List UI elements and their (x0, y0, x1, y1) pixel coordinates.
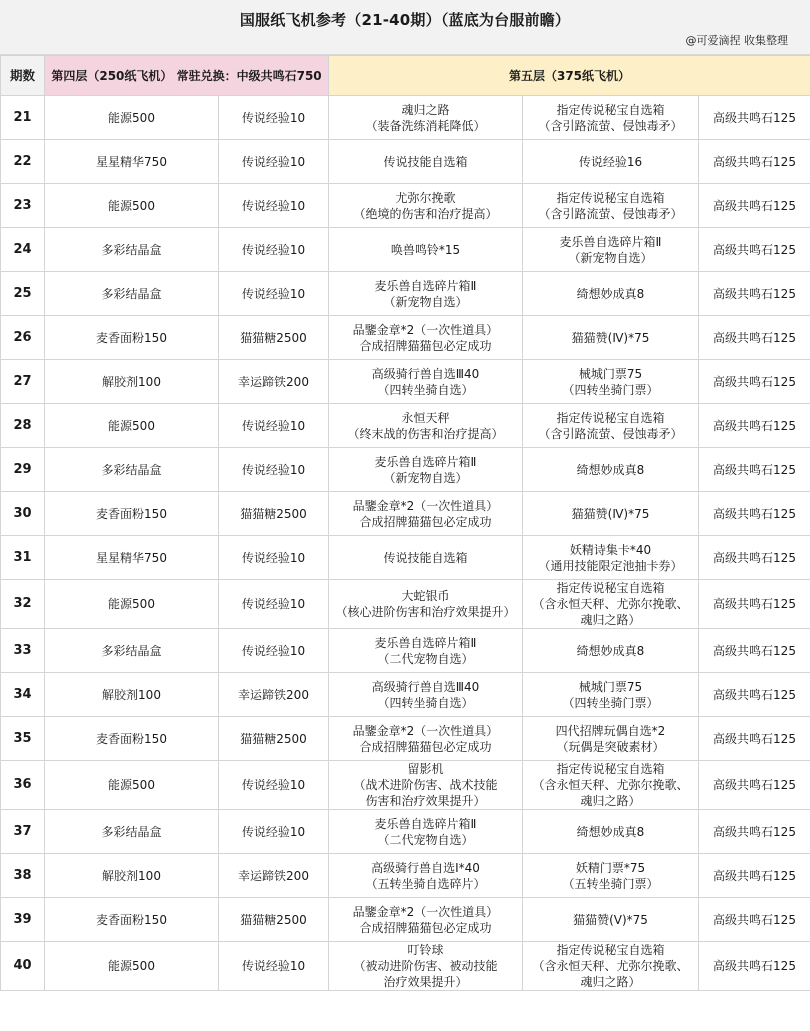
layer5-reward-c-text: 高级共鸣石125 (713, 242, 796, 257)
layer5-reward-b-text: 指定传说秘宝自选箱 (556, 581, 665, 595)
layer4-reward-b-text: 猫猫糖2500 (240, 506, 307, 521)
layer4-reward-b-text: 传说经验10 (241, 959, 306, 973)
layer5-reward-c-text: 高级共鸣石125 (713, 462, 796, 477)
layer4-reward-b-cell (219, 854, 329, 898)
credit-text: @可爱滴捏 收集整理 (685, 34, 788, 47)
layer5-reward-a-text: 伤害和治疗效果提升） (365, 794, 486, 808)
layer5-reward-b-text: （含永恒天秤、尤弥尔挽歌、 (532, 959, 689, 973)
table-row (1, 854, 810, 898)
layer5-reward-c-cell (699, 854, 810, 898)
layer5-reward-a-text: （战术进阶伤害、战术技能 (353, 778, 498, 792)
layer5-reward-a-text: （装备洗练消耗降低） (365, 118, 486, 133)
layer5-reward-c-cell (699, 492, 810, 536)
layer5-reward-a-cell (329, 404, 523, 448)
period-number: 23 (1, 184, 45, 228)
layer5-reward-b-text: （含永恒天秤、尤弥尔挽歌、 (532, 597, 689, 611)
layer5-reward-a-text: （新宠物自选） (383, 294, 468, 309)
layer5-reward-b-text: 魂归之路） (580, 613, 641, 627)
table-row (1, 629, 810, 673)
header-layer4-title: 第四层（250纸飞机） (51, 68, 173, 83)
layer4-reward-b-text: 传说经验10 (241, 597, 306, 611)
layer5-reward-a-cell (329, 629, 523, 673)
layer4-reward-b-cell (219, 492, 329, 536)
layer5-reward-a-text: 合成招牌猫猫包必定成功 (359, 920, 492, 935)
layer5-reward-c-cell (699, 898, 810, 942)
layer5-reward-a-cell (329, 580, 523, 629)
layer5-reward-c-text: 高级共鸣石125 (713, 597, 796, 611)
layer5-reward-a-text: 高级骑行兽自选Ⅲ40 (371, 366, 480, 381)
period-number: 35 (1, 717, 45, 761)
table-row (1, 492, 810, 536)
layer4-reward-a-cell (45, 673, 219, 717)
layer4-reward-b-text: 幸运蹄铁200 (238, 687, 309, 702)
layer4-reward-a-text: 能源500 (108, 110, 155, 125)
layer5-reward-a-text: 合成招牌猫猫包必定成功 (359, 514, 492, 529)
table-row (1, 898, 810, 942)
layer5-reward-c-text: 高级共鸣石125 (713, 687, 796, 702)
period-number: 24 (1, 228, 45, 272)
layer5-reward-a-cell (329, 96, 523, 140)
layer5-reward-b-text: 魂归之路） (580, 975, 641, 989)
table-row (1, 404, 810, 448)
layer5-reward-a-text: （核心进阶伤害和治疗效果提升） (335, 605, 516, 619)
layer5-reward-b-text: 械城门票75 (578, 679, 643, 694)
layer5-reward-b-text: （新宠物自选） (568, 250, 653, 265)
page-title: 国服纸飞机参考（21-40期）（蓝底为台服前瞻） (239, 11, 571, 29)
layer5-reward-b-cell (523, 673, 699, 717)
layer4-reward-a-cell (45, 854, 219, 898)
layer4-reward-a-text: 多彩结晶盒 (101, 286, 162, 301)
layer5-reward-b-text: （含引路流萤、侵蚀毒矛） (538, 206, 683, 221)
layer4-reward-a-cell (45, 492, 219, 536)
layer4-reward-b-cell (219, 761, 329, 810)
layer5-reward-b-text: （四转坐骑门票） (562, 695, 659, 710)
layer5-reward-a-text: 麦乐兽自选碎片箱Ⅱ (374, 635, 477, 650)
layer5-reward-c-cell (699, 316, 810, 360)
period-number: 21 (1, 96, 45, 140)
layer4-reward-a-cell (45, 898, 219, 942)
layer5-reward-a-cell (329, 810, 523, 854)
layer5-reward-c-text: 高级共鸣石125 (713, 643, 796, 658)
layer5-reward-a-text: 合成招牌猫猫包必定成功 (359, 739, 492, 754)
layer5-reward-c-cell (699, 360, 810, 404)
table-row (1, 673, 810, 717)
layer5-reward-a-text: 大蛇银币 (401, 589, 450, 603)
layer5-reward-a-text: 高级骑行兽自选Ⅰ*40 (371, 860, 480, 875)
period-number: 30 (1, 492, 45, 536)
layer4-reward-b-text: 幸运蹄铁200 (238, 374, 309, 389)
layer4-reward-a-text: 能源500 (108, 418, 155, 433)
layer4-reward-b-cell (219, 629, 329, 673)
layer4-reward-a-cell (45, 717, 219, 761)
layer5-reward-b-text: 妖精诗集卡*40 (569, 542, 652, 557)
layer4-reward-b-cell (219, 810, 329, 854)
period-number: 33 (1, 629, 45, 673)
layer4-reward-a-text: 星星精华750 (96, 154, 167, 169)
layer4-reward-b-cell (219, 360, 329, 404)
layer5-reward-b-text: （通用技能限定池抽卡券） (538, 558, 683, 573)
layer4-reward-a-cell (45, 184, 219, 228)
layer5-reward-b-text: 四代招牌玩偶自选*2 (555, 723, 666, 738)
layer5-reward-b-text: （玩偶是突破素材） (556, 739, 665, 754)
layer5-reward-b-cell (523, 96, 699, 140)
reward-table (0, 55, 810, 991)
layer4-reward-a-text: 能源500 (108, 198, 155, 213)
table-row (1, 448, 810, 492)
layer4-reward-a-cell (45, 404, 219, 448)
layer5-reward-c-cell (699, 140, 810, 184)
layer4-reward-b-text: 传说经验10 (241, 198, 306, 213)
table-row (1, 717, 810, 761)
layer5-reward-b-text: （五转坐骑门票） (562, 876, 659, 891)
layer4-reward-a-cell (45, 629, 219, 673)
layer4-reward-a-cell (45, 360, 219, 404)
layer5-reward-a-text: （四转坐骑自选） (377, 382, 474, 397)
table-body (1, 96, 810, 991)
layer5-reward-a-text: （五转坐骑自选碎片） (365, 876, 486, 891)
layer5-reward-b-cell (523, 810, 699, 854)
layer5-reward-a-text: （终末战的伤害和治疗提高） (347, 426, 504, 441)
layer5-reward-c-cell (699, 761, 810, 810)
layer5-reward-a-text: 尤弥尔挽歌 (395, 190, 456, 205)
layer4-reward-a-cell (45, 580, 219, 629)
layer5-reward-a-text: 传说技能自选箱 (383, 154, 468, 169)
layer5-reward-c-text: 高级共鸣石125 (713, 374, 796, 389)
layer5-reward-a-cell (329, 140, 523, 184)
layer5-reward-b-cell (523, 536, 699, 580)
period-number: 40 (1, 942, 45, 991)
layer5-reward-a-cell (329, 492, 523, 536)
layer4-reward-b-text: 传说经验10 (241, 778, 306, 792)
layer4-reward-a-text: 解胶剂100 (102, 687, 161, 702)
layer5-reward-b-text: 绮想妙成真8 (576, 643, 645, 658)
layer5-reward-b-cell (523, 580, 699, 629)
layer4-reward-a-text: 麦香面粉150 (96, 330, 167, 345)
layer5-reward-b-text: 传说经验16 (578, 154, 643, 169)
layer5-reward-a-cell (329, 854, 523, 898)
layer5-reward-c-cell (699, 228, 810, 272)
layer5-reward-c-text: 高级共鸣石125 (713, 198, 796, 213)
layer5-reward-b-text: 妖精门票*75 (575, 860, 646, 875)
layer5-reward-b-text: 指定传说秘宝自选箱 (556, 190, 665, 205)
layer5-reward-c-text: 高级共鸣石125 (713, 731, 796, 746)
header-row (1, 56, 810, 96)
layer5-reward-b-text: 指定传说秘宝自选箱 (556, 410, 665, 425)
layer5-reward-b-cell (523, 942, 699, 991)
layer4-reward-a-text: 麦香面粉150 (96, 912, 167, 927)
layer4-reward-b-text: 幸运蹄铁200 (238, 868, 309, 883)
layer5-reward-a-text: 麦乐兽自选碎片箱Ⅱ (374, 454, 477, 469)
layer5-reward-b-text: 械城门票75 (578, 366, 643, 381)
layer5-reward-c-cell (699, 580, 810, 629)
table-row (1, 360, 810, 404)
table-row (1, 580, 810, 629)
layer5-reward-b-text: 麦乐兽自选碎片箱Ⅱ (559, 234, 662, 249)
layer5-reward-a-text: 传说技能自选箱 (383, 550, 468, 565)
layer5-reward-c-cell (699, 184, 810, 228)
title-band (0, 0, 810, 55)
layer5-reward-a-text: 品鑒金章*2（一次性道具） (352, 723, 499, 738)
layer4-reward-b-cell (219, 673, 329, 717)
layer4-reward-a-text: 星星精华750 (96, 550, 167, 565)
layer4-reward-b-text: 猫猫糖2500 (240, 330, 307, 345)
header-layer5: 第五层（375纸飞机） (329, 56, 810, 96)
layer5-reward-a-cell (329, 942, 523, 991)
period-number: 39 (1, 898, 45, 942)
layer5-reward-a-text: 品鑒金章*2（一次性道具） (352, 322, 499, 337)
layer5-reward-a-cell (329, 761, 523, 810)
period-number: 27 (1, 360, 45, 404)
layer5-reward-c-cell (699, 717, 810, 761)
layer4-reward-b-text: 传说经验10 (241, 462, 306, 477)
layer5-reward-a-text: 麦乐兽自选碎片箱Ⅱ (374, 278, 477, 293)
layer5-reward-b-cell (523, 717, 699, 761)
layer5-reward-b-text: （含永恒天秤、尤弥尔挽歌、 (532, 778, 689, 792)
layer5-reward-c-text: 高级共鸣石125 (713, 506, 796, 521)
layer5-reward-c-text: 高级共鸣石125 (713, 959, 796, 973)
layer4-reward-a-text: 麦香面粉150 (96, 731, 167, 746)
period-number: 38 (1, 854, 45, 898)
layer5-reward-c-cell (699, 629, 810, 673)
layer5-reward-c-text: 高级共鸣石125 (713, 418, 796, 433)
layer5-reward-c-cell (699, 96, 810, 140)
period-number: 22 (1, 140, 45, 184)
layer4-reward-a-cell (45, 810, 219, 854)
layer5-reward-b-text: （四转坐骑门票） (562, 382, 659, 397)
table-row (1, 536, 810, 580)
table-row (1, 761, 810, 810)
table-row (1, 96, 810, 140)
layer5-reward-a-cell (329, 228, 523, 272)
layer5-reward-a-text: （被动进阶伤害、被动技能 (353, 959, 498, 973)
layer5-reward-c-cell (699, 673, 810, 717)
layer5-reward-a-text: 高级骑行兽自选Ⅲ40 (371, 679, 480, 694)
layer4-reward-a-text: 麦香面粉150 (96, 506, 167, 521)
layer5-reward-a-cell (329, 673, 523, 717)
layer5-reward-b-cell (523, 761, 699, 810)
layer4-reward-a-cell (45, 316, 219, 360)
layer5-reward-a-text: 治疗效果提升） (383, 975, 468, 989)
layer5-reward-c-text: 高级共鸣石125 (713, 868, 796, 883)
layer4-reward-b-cell (219, 448, 329, 492)
layer5-reward-b-cell (523, 629, 699, 673)
layer5-reward-b-text: 绮想妙成真8 (576, 462, 645, 477)
table-row (1, 316, 810, 360)
layer4-reward-a-text: 解胶剂100 (102, 374, 161, 389)
layer5-reward-c-text: 高级共鸣石125 (713, 154, 796, 169)
layer5-reward-c-cell (699, 810, 810, 854)
layer5-reward-c-text: 高级共鸣石125 (713, 110, 796, 125)
layer5-reward-c-text: 高级共鸣石125 (713, 912, 796, 927)
table-row (1, 810, 810, 854)
layer5-reward-a-cell (329, 898, 523, 942)
period-number: 31 (1, 536, 45, 580)
layer4-reward-b-text: 传说经验10 (241, 643, 306, 658)
layer4-reward-a-text: 多彩结晶盒 (101, 824, 162, 839)
layer4-reward-b-cell (219, 404, 329, 448)
layer4-reward-b-text: 传说经验10 (241, 242, 306, 257)
layer5-reward-b-text: （含引路流萤、侵蚀毒矛） (538, 118, 683, 133)
layer4-reward-a-cell (45, 96, 219, 140)
layer4-reward-a-cell (45, 140, 219, 184)
layer5-reward-b-text: 指定传说秘宝自选箱 (556, 762, 665, 776)
layer5-reward-a-text: 合成招牌猫猫包必定成功 (359, 338, 492, 353)
layer5-reward-c-text: 高级共鸣石125 (713, 550, 796, 565)
layer4-reward-b-cell (219, 316, 329, 360)
layer4-reward-a-cell (45, 942, 219, 991)
layer5-reward-b-cell (523, 492, 699, 536)
layer4-reward-a-text: 能源500 (108, 778, 155, 792)
layer4-reward-a-cell (45, 536, 219, 580)
layer5-reward-b-cell (523, 140, 699, 184)
layer5-reward-c-cell (699, 448, 810, 492)
layer5-reward-a-text: 唤兽鸣铃*15 (390, 242, 461, 257)
layer5-reward-a-text: 魂归之路 (401, 102, 450, 117)
layer5-reward-b-text: 猫猫赞(Ⅳ)*75 (571, 330, 650, 345)
layer5-reward-b-text: 魂归之路） (580, 794, 641, 808)
layer5-reward-b-cell (523, 448, 699, 492)
layer4-reward-a-text: 多彩结晶盒 (101, 242, 162, 257)
layer5-reward-a-cell (329, 272, 523, 316)
layer4-reward-b-cell (219, 942, 329, 991)
layer4-reward-b-cell (219, 228, 329, 272)
layer4-reward-b-text: 猫猫糖2500 (240, 912, 307, 927)
layer4-reward-b-text: 传说经验10 (241, 824, 306, 839)
layer4-reward-a-cell (45, 761, 219, 810)
layer5-reward-a-cell (329, 316, 523, 360)
layer5-reward-c-text: 高级共鸣石125 (713, 824, 796, 839)
layer5-reward-a-cell (329, 184, 523, 228)
header-layer4-exchange: 常驻兑换：中级共鸣石750 (176, 68, 322, 83)
period-number: 25 (1, 272, 45, 316)
layer5-reward-a-text: 品鑒金章*2（一次性道具） (352, 498, 499, 513)
layer5-reward-b-cell (523, 854, 699, 898)
layer4-reward-b-cell (219, 184, 329, 228)
layer5-reward-a-text: 品鑒金章*2（一次性道具） (352, 904, 499, 919)
layer5-reward-a-text: （绝境的伤害和治疗提高） (353, 206, 498, 221)
layer5-reward-b-cell (523, 272, 699, 316)
layer5-reward-c-cell (699, 404, 810, 448)
layer5-reward-c-cell (699, 536, 810, 580)
layer5-reward-a-cell (329, 448, 523, 492)
layer5-reward-b-cell (523, 184, 699, 228)
layer5-reward-b-text: 绮想妙成真8 (576, 824, 645, 839)
layer5-reward-a-text: 永恒天秤 (401, 410, 450, 425)
layer4-reward-b-cell (219, 580, 329, 629)
layer5-reward-a-text: （四转坐骑自选） (377, 695, 474, 710)
layer5-reward-b-text: 指定传说秘宝自选箱 (556, 102, 665, 117)
layer5-reward-b-cell (523, 898, 699, 942)
layer5-reward-b-cell (523, 404, 699, 448)
layer4-reward-a-text: 多彩结晶盒 (101, 462, 162, 477)
layer5-reward-b-cell (523, 228, 699, 272)
layer5-reward-a-cell (329, 717, 523, 761)
table-row (1, 184, 810, 228)
layer4-reward-b-text: 传说经验10 (241, 110, 306, 125)
layer4-reward-b-cell (219, 898, 329, 942)
layer5-reward-a-text: （二代宠物自选） (377, 832, 474, 847)
period-number: 36 (1, 761, 45, 810)
layer4-reward-a-text: 能源500 (108, 959, 155, 973)
layer5-reward-b-text: 指定传说秘宝自选箱 (556, 943, 665, 957)
layer5-reward-c-text: 高级共鸣石125 (713, 286, 796, 301)
layer4-reward-b-text: 传说经验10 (241, 418, 306, 433)
layer4-reward-b-cell (219, 96, 329, 140)
layer4-reward-b-text: 传说经验10 (241, 286, 306, 301)
layer5-reward-b-cell (523, 316, 699, 360)
layer5-reward-a-text: 叮铃球 (407, 943, 444, 957)
layer4-reward-b-cell (219, 536, 329, 580)
layer5-reward-b-text: 猫猫赞(Ⅳ)*75 (571, 506, 650, 521)
header-period: 期数 (1, 56, 45, 96)
layer5-reward-c-cell (699, 272, 810, 316)
layer5-reward-c-cell (699, 942, 810, 991)
layer4-reward-b-cell (219, 140, 329, 184)
layer5-reward-a-text: （新宠物自选） (383, 470, 468, 485)
layer4-reward-b-text: 猫猫糖2500 (240, 731, 307, 746)
layer5-reward-b-cell (523, 360, 699, 404)
layer4-reward-a-cell (45, 272, 219, 316)
header-layer4 (45, 56, 329, 96)
period-number: 37 (1, 810, 45, 854)
layer5-reward-b-text: （含引路流萤、侵蚀毒矛） (538, 426, 683, 441)
layer5-reward-a-text: 留影机 (407, 762, 444, 776)
period-number: 32 (1, 580, 45, 629)
period-number: 28 (1, 404, 45, 448)
layer4-reward-b-text: 传说经验10 (241, 154, 306, 169)
layer4-reward-a-cell (45, 448, 219, 492)
table-row (1, 942, 810, 991)
layer5-reward-b-text: 猫猫赞(Ⅴ)*75 (573, 912, 648, 927)
layer4-reward-b-cell (219, 717, 329, 761)
layer5-reward-c-text: 高级共鸣石125 (713, 330, 796, 345)
period-number: 29 (1, 448, 45, 492)
layer4-reward-b-cell (219, 272, 329, 316)
table-row (1, 140, 810, 184)
period-number: 26 (1, 316, 45, 360)
table-row (1, 272, 810, 316)
layer4-reward-a-text: 多彩结晶盒 (101, 643, 162, 658)
layer5-reward-b-text: 绮想妙成真8 (576, 286, 645, 301)
table-row (1, 228, 810, 272)
period-number: 34 (1, 673, 45, 717)
layer5-reward-c-text: 高级共鸣石125 (713, 778, 796, 792)
layer4-reward-a-cell (45, 228, 219, 272)
layer5-reward-a-text: 麦乐兽自选碎片箱Ⅱ (374, 816, 477, 831)
layer5-reward-a-cell (329, 536, 523, 580)
layer4-reward-b-text: 传说经验10 (241, 550, 306, 565)
layer5-reward-a-cell (329, 360, 523, 404)
layer5-reward-a-text: （二代宠物自选） (377, 651, 474, 666)
layer4-reward-a-text: 能源500 (108, 597, 155, 611)
layer4-reward-a-text: 解胶剂100 (102, 868, 161, 883)
